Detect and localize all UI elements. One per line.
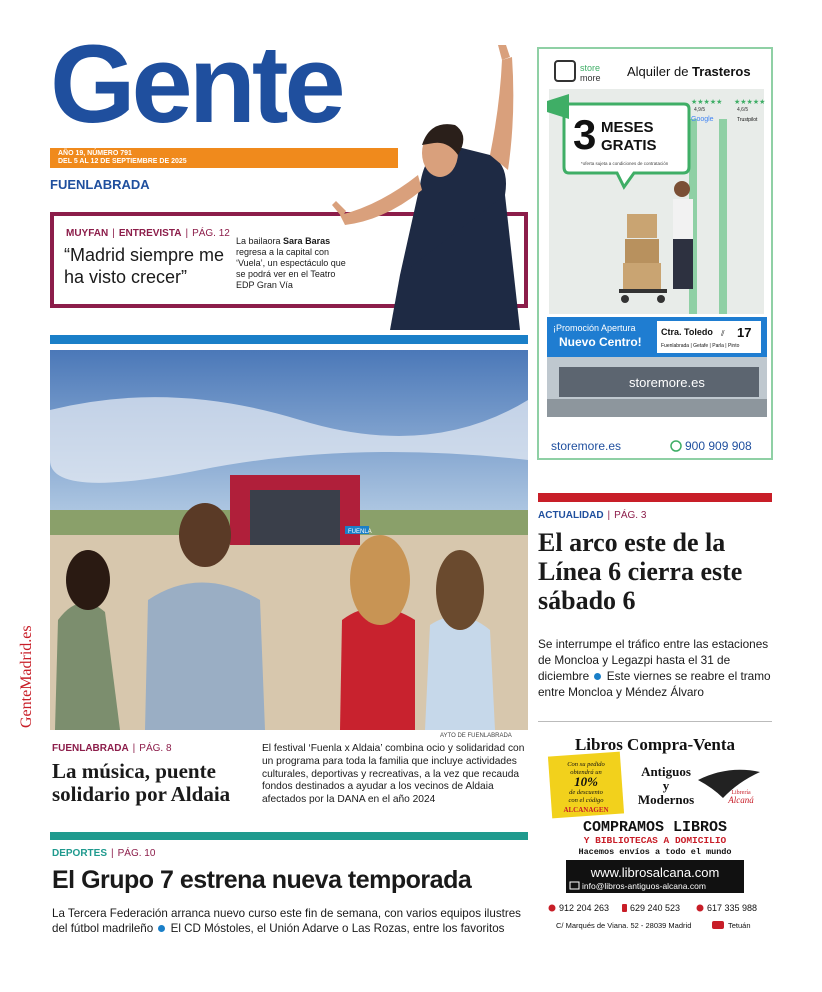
kicker-section: ACTUALIDAD bbox=[538, 510, 604, 521]
kicker-page: PÁG. 10 bbox=[117, 848, 156, 859]
linea6-body-b: Este viernes se reabre el tramo entre Moncloa y Méndez Álvaro bbox=[538, 669, 771, 699]
bullet-icon bbox=[594, 673, 601, 680]
badge-line3: de descuento bbox=[569, 789, 603, 796]
section-divider bbox=[538, 493, 772, 502]
kicker-type: ENTREVISTA bbox=[118, 228, 182, 239]
phone-icon bbox=[671, 441, 681, 451]
edition-section: FUENLABRADA bbox=[50, 177, 150, 192]
kicker-page: PÁG. 8 bbox=[139, 743, 172, 754]
svg-text:Alquiler de Trasteros bbox=[627, 64, 751, 79]
buy-books: COMPRAMOS LIBROS bbox=[582, 819, 728, 836]
badge-code: ALCANAGEN bbox=[563, 806, 609, 814]
kicker-page: PÁG. 3 bbox=[614, 510, 647, 521]
libros-alcana-ad[interactable] bbox=[538, 730, 772, 935]
linea6-body-a: Se interrumpe el tráfico entre las estaciones de Moncloa y Legazpi hasta el 31 de diciembre bbox=[538, 637, 769, 683]
grupo7-body-a: La Tercera Federación arranca nuevo curso este fin de semana, con varios equipos ilustres del fútbol madrileño bbox=[52, 907, 521, 935]
rating2-stars-icon: ★★★★★ bbox=[734, 99, 766, 106]
linea6-kicker: ACTUALIDAD | PÁG. 3 bbox=[538, 510, 647, 521]
festival-scene bbox=[50, 350, 528, 730]
rating2: 4,6/5 bbox=[737, 107, 749, 113]
kicker-page: PÁG. 12 bbox=[192, 228, 230, 239]
grupo7-kicker: DEPORTES | PÁG. 10 bbox=[52, 848, 156, 859]
promo-note: *oferta sujeta a condiciones de contratación bbox=[581, 161, 669, 166]
libros-phone2: 629 240 523 bbox=[630, 903, 681, 913]
opening-line1: ¡Promoción Apertura bbox=[553, 323, 636, 333]
ad-website: storemore.es bbox=[551, 439, 622, 453]
rating1-stars-icon: ★★★★★ bbox=[691, 99, 723, 106]
site-name: GenteMadrid.es bbox=[18, 625, 35, 728]
brand-top: store bbox=[580, 63, 601, 73]
tagline-bold: Trasteros bbox=[692, 64, 751, 79]
rating1-source: Google bbox=[691, 116, 714, 123]
libros-metro: Tetuán bbox=[728, 921, 751, 930]
promo-line1: MESES bbox=[601, 119, 654, 136]
divider-rule bbox=[538, 721, 772, 722]
issue-number: AÑO 19, NÚMERO 791 bbox=[58, 150, 132, 157]
dancer-photo bbox=[330, 45, 530, 330]
towns: Fuenlabrada | Getafe | Parla | Pinto bbox=[661, 343, 740, 349]
libraries: Y BIBLIOTECAS A DOMICILIO bbox=[583, 835, 727, 846]
rating2-source: Trustpilot bbox=[737, 117, 758, 123]
libros-address: C/ Marqués de Viana. 52 - 28039 Madrid bbox=[556, 921, 692, 930]
bullet-icon bbox=[158, 925, 165, 932]
road-icon: ⫽ bbox=[721, 329, 725, 338]
opening-line2: Nuevo Centro! bbox=[559, 335, 642, 349]
libros-phone1: 912 204 263 bbox=[559, 903, 610, 913]
road-name: Ctra. Toledo bbox=[661, 327, 713, 337]
logo-line1: Librería bbox=[731, 790, 751, 796]
grupo7-headline[interactable]: El Grupo 7 estrena nueva temporada bbox=[52, 866, 472, 894]
badge-line1: Con su pedido bbox=[567, 761, 605, 768]
promo-line2: GRATIS bbox=[601, 137, 657, 154]
shipping: Hacemos envíos a todo el mundo bbox=[578, 847, 732, 857]
libros-website: www.librosalcana.com bbox=[590, 865, 720, 880]
interview-kicker: MUYFAN | ENTREVISTA | PÁG. 12 bbox=[66, 228, 230, 239]
tagline-pre: Alquiler de bbox=[627, 64, 693, 79]
storemore-ad[interactable] bbox=[537, 47, 773, 460]
rating1: 4,9/5 bbox=[694, 107, 706, 113]
badge-line2: obtendrá un bbox=[570, 769, 602, 776]
linea6-headline[interactable]: El arco este de la Línea 6 cierra este sábado 6 bbox=[538, 528, 743, 615]
brand-bottom: more bbox=[580, 73, 601, 83]
festival-photo[interactable] bbox=[50, 350, 528, 730]
stage-sign: FUENLA bbox=[348, 529, 372, 535]
masthead-city: madrid bbox=[346, 298, 392, 315]
middle-1: Antiguos bbox=[641, 764, 691, 779]
deck-pre: La bailaora bbox=[236, 236, 284, 246]
interview-quote[interactable]: “Madrid siempre me ha visto crecer” bbox=[64, 245, 225, 287]
middle-3: Modernos bbox=[637, 792, 695, 807]
libros-title: Libros Compra-Venta bbox=[574, 735, 736, 754]
storemore-logo-icon bbox=[555, 61, 575, 81]
section-divider bbox=[50, 832, 528, 840]
road-exit: 17 bbox=[737, 325, 752, 340]
phone-icon bbox=[549, 905, 556, 912]
grupo7-body bbox=[52, 906, 532, 936]
section-divider bbox=[50, 335, 528, 344]
kicker-section: MUYFAN bbox=[66, 228, 109, 239]
aldaia-body: El festival ‘Fuenla x Aldaia’ combina ocio y solidaridad con un programa para toda la familia que incluye actividades culturales, deportivas y recreativas, a la vez que recauda fondos destinados a ayudar a los vecinos de Aldaia afectados por la DANA en el año 2024 bbox=[262, 743, 525, 806]
logo-line2: Alcaná bbox=[728, 795, 754, 805]
eagle-logo-icon bbox=[698, 770, 760, 798]
aldaia-headline[interactable]: La música, puente solidario por Aldaia bbox=[52, 759, 231, 806]
promo-number: 3 bbox=[573, 111, 597, 158]
libros-phone3: 617 335 988 bbox=[707, 903, 758, 913]
whatsapp-icon bbox=[697, 905, 704, 912]
deck-post: regresa a la capital con ‘Vuela’, un espectáculo que se podrá ver en el Teatro EDP Gran Vía bbox=[236, 247, 346, 290]
libros-email: info@libros-antiguos-alcana.com bbox=[582, 881, 706, 891]
badge-line4: con el código bbox=[568, 797, 604, 804]
ad-phone: 900 909 908 bbox=[685, 439, 752, 453]
building-sign: storemore.es bbox=[629, 375, 705, 390]
kicker-section: FUENLABRADA bbox=[52, 743, 129, 754]
site-name-vertical[interactable] bbox=[14, 560, 36, 730]
issue-info bbox=[58, 150, 187, 166]
grupo7-body-b: El CD Móstoles, el Unión Adarve o Las Rozas, entre los favoritos bbox=[170, 922, 505, 935]
metro-icon bbox=[712, 921, 724, 929]
mobile-icon bbox=[622, 904, 627, 912]
deck-name: Sara Baras bbox=[283, 236, 331, 246]
middle-2: y bbox=[662, 778, 670, 793]
aldaia-kicker: FUENLABRADA | PÁG. 8 bbox=[52, 743, 172, 754]
badge-pct: 10% bbox=[574, 774, 598, 789]
issue-dates: DEL 5 AL 12 DE SEPTIEMBRE DE 2025 bbox=[58, 158, 187, 165]
kicker-section: DEPORTES bbox=[52, 848, 108, 859]
photo-credit: AYTO DE FUENLABRADA bbox=[440, 733, 512, 739]
masthead-logo[interactable]: Gente bbox=[50, 23, 342, 146]
linea6-body bbox=[538, 636, 772, 700]
